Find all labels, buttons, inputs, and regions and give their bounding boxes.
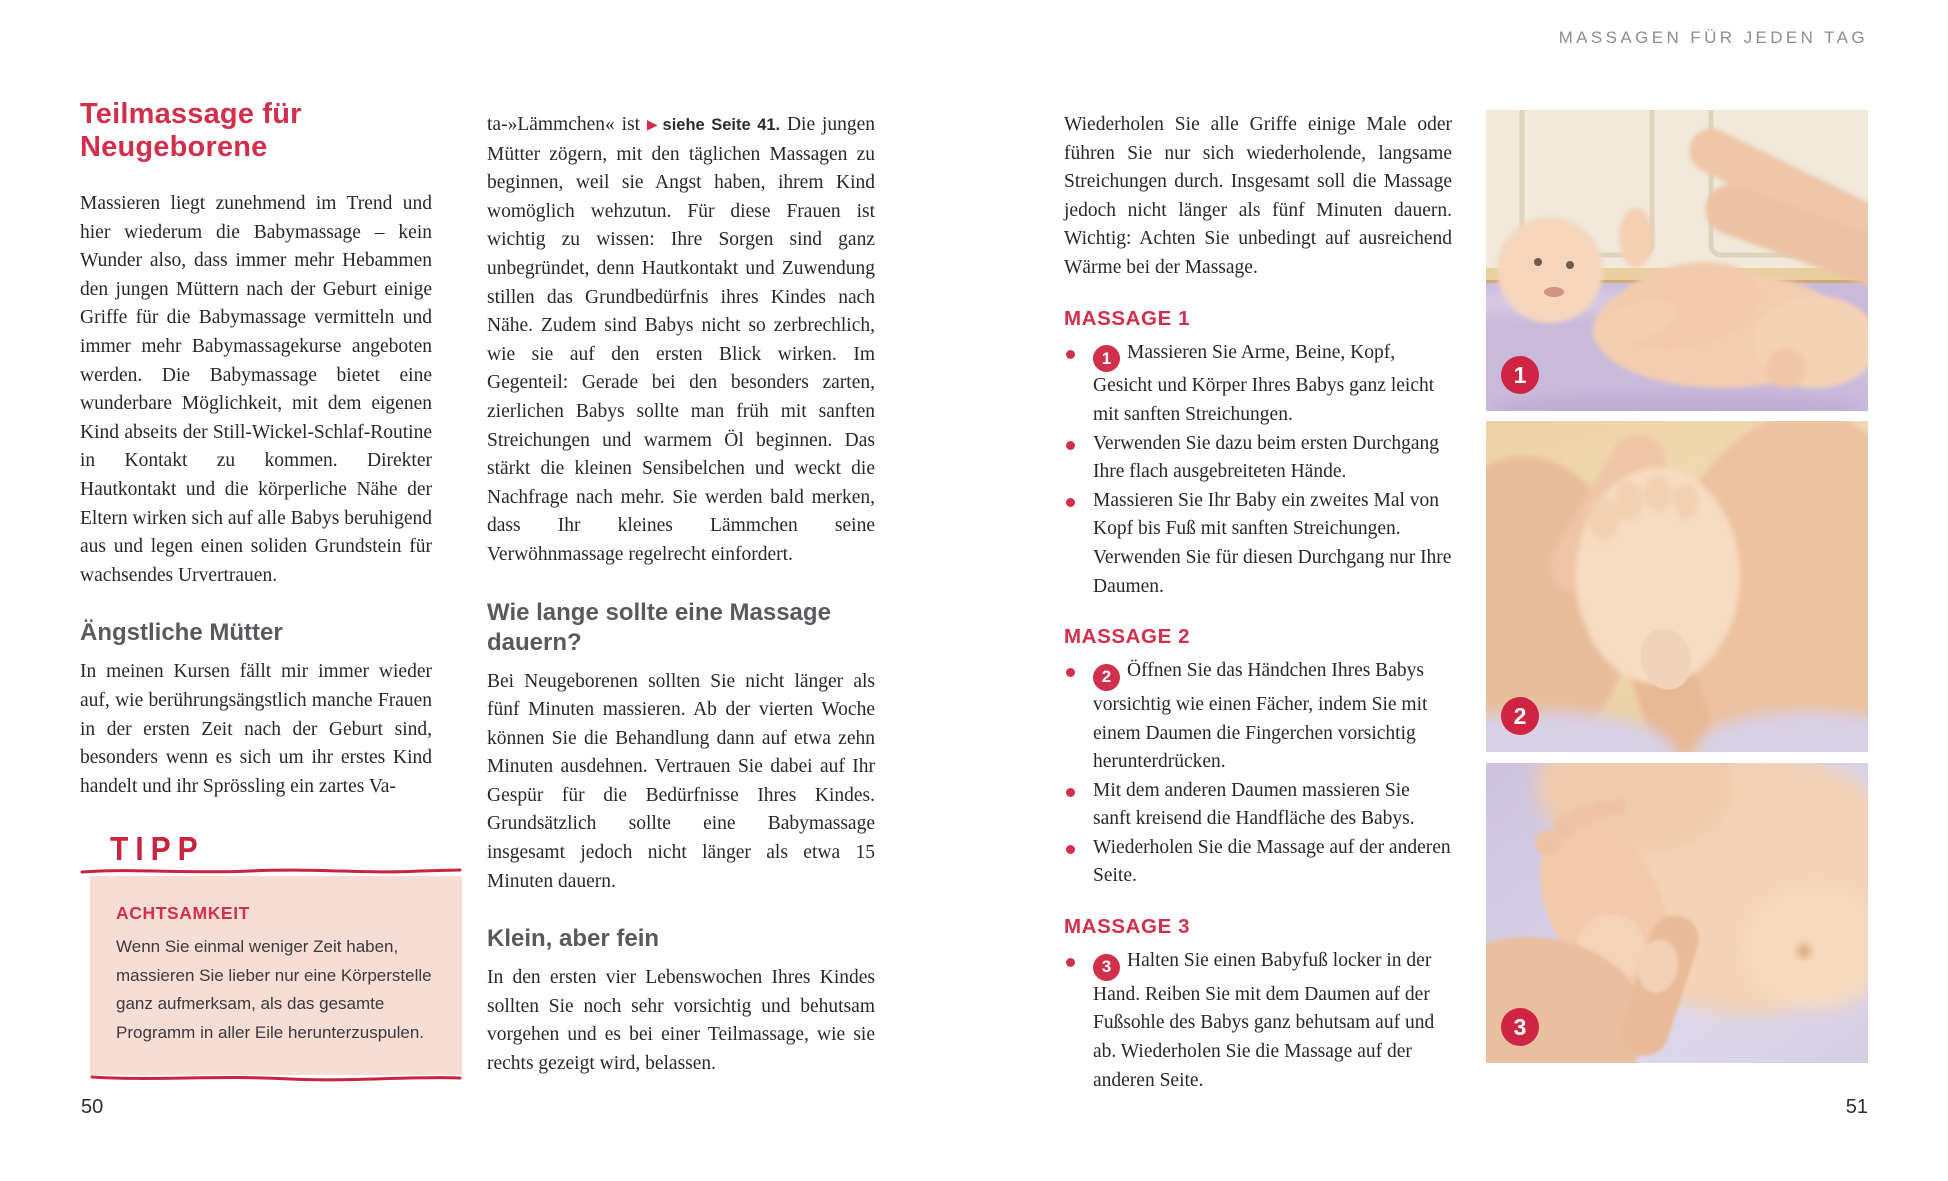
section-heading-anxious-mothers: Ängstliche Mütter: [80, 619, 283, 647]
list-item: [1064, 947, 1452, 1095]
list-item: [1064, 430, 1452, 487]
small-but-fine-paragraph: In den ersten vier Lebenswochen Ihres Kindes sollten Sie noch sehr vorsichtig und behutsam vorgehen und es bei einer Teilmassage, wie sie rechts gezeigt wird, belassen.: [487, 967, 875, 1075]
continuation-text-post: Die jungen Mütter zögern, mit den täglichen Massagen zu beginnen, weil sie Angst haben, ihrem Kind womöglich wehzutun. Für diese Frauen ist wichtig zu wissen: Ihre Sorgen sind ganz unbegründet, denn Hautkontakt und Zuwendung stillen das Grundbedürfnis ihres Kindes nach Nähe. Zudem sind Babys nicht so zerbrechlich, wie sie auf den ersten Blick wirken. Im Gegenteil: Gerade bei den besonders zarten, zierlichen Babys sollte man früh mit sanften Streichungen und warmem Öl beginnen. Das stärkt die kleinen Sensibelchen und weckt die Nachfrage nach mehr. Sie werden bald merken, dass Ihr kleines Lämmchen seine Verwöhnmassage regelrecht einfordert.: [487, 114, 875, 565]
page-title: Teilmassage für Neugeborene: [80, 98, 302, 163]
step-text: Massieren Sie Arme, Beine, Kopf, Gesicht und Körper Ihres Babys ganz leicht mit sanften Streichungen.: [1093, 341, 1435, 425]
continuation-paragraph: [487, 111, 875, 570]
massage-1-steps: [1064, 339, 1452, 602]
tip-label: TIPP: [110, 831, 205, 869]
duration-paragraph: Bei Neugeborenen sollten Sie nicht länger als fünf Minuten massieren. Ab der vierten Woche können Sie die Behandlung dann auf etwa zehn Minuten ausdehnen. Vertrauen Sie dabei auf Ihr Gespür für die Bedürfnisse Ihres Kindes. Grundsätzlich sollte eine Babymassage insgesamt jedoch nicht länger als etwa 15 Minuten dauern.: [487, 670, 875, 892]
photo-2-number-badge: 2: [1501, 697, 1539, 735]
tip-heading: ACHTSAMKEIT: [116, 903, 250, 924]
left-page-column-2: [487, 111, 875, 1079]
step-text: Verwenden Sie dazu beim ersten Durchgang Ihre flach ausgebreiteten Hände.: [1093, 432, 1440, 483]
left-page-column-1: [80, 98, 432, 1083]
list-item: [1064, 777, 1452, 834]
page-number-right: 51: [1845, 1096, 1868, 1118]
anxious-mothers-paragraph: In meinen Kursen fällt mir immer wieder auf, wie berührungsängstlich manche Frauen in der ersten Zeit nach der Geburt sind, besonders wenn es sich um ihr erstes Kind handelt und ihr Sprössling ein zartes Va-: [80, 661, 432, 797]
massage-3-steps: [1064, 947, 1452, 1095]
page-number-left: 50: [81, 1096, 104, 1118]
massage-2-heading: MASSAGE 2: [1064, 625, 1191, 649]
photo-3-illustration: [1486, 763, 1868, 1063]
massage-step-3-photo: [1486, 763, 1868, 1063]
massage-1-heading: MASSAGE 1: [1064, 306, 1191, 330]
step-text: Wiederholen Sie die Massage auf der anderen Seite.: [1093, 836, 1451, 887]
section-heading-duration: Wie lange sollte eine Massage dauern?: [487, 598, 831, 656]
step-text: Halten Sie einen Babyfuß locker in der Hand. Reiben Sie mit dem Daumen auf der Fußsohle des Babys ganz behutsam auf und ab. Wiederholen Sie die Massage auf der anderen Seite.: [1093, 950, 1435, 1091]
section-heading-small-but-fine: Klein, aber fein: [487, 925, 660, 953]
massage-3-heading: MASSAGE 3: [1064, 915, 1191, 939]
step-text: Öffnen Sie das Händchen Ihres Babys vorsichtig wie einen Fächer, indem Sie mit einem Daumen die Fingerchen vorsichtig herunterdrücken.: [1093, 660, 1428, 773]
massage-step-1-photo: [1486, 110, 1868, 411]
continuation-text-pre: ta-»Lämmchen« ist: [487, 114, 647, 135]
massage-step-2-photo: [1486, 421, 1868, 752]
right-page-column: [1064, 111, 1452, 1095]
tip-box-body: [90, 876, 462, 1075]
tip-box: [80, 831, 432, 1083]
massage-2-steps: [1064, 657, 1452, 891]
photo-3-number-badge: 3: [1501, 1008, 1539, 1046]
intro-paragraph: Massieren liegt zunehmend im Trend und hier wiederum die Babymassage – kein Wunder also, dass immer mehr Hebammen den jungen Müttern nach der Geburt einige Griffe für die Babymassage vermitteln und immer mehr Babymassagekurse angeboten werden. Die Babymassage bietet eine wunderbare Möglichkeit, mit dem eigenen Kind abseits der Still-Wickel-Schlaf-Routine in Kontakt zu kommen. Direkter Hautkontakt und die körperliche Nähe der Eltern wirken sich auf alle Babys beruhigend aus und legen einen soliden Grundstein für wachsendes Urvertrauen.: [80, 193, 432, 586]
list-item: [1064, 657, 1452, 777]
page-ref-arrow-icon: ▶: [646, 118, 660, 133]
page-reference: siehe Seite 41.: [662, 116, 781, 134]
running-head: MASSAGEN FÜR JEDEN TAG: [1558, 28, 1868, 47]
list-item: [1064, 339, 1452, 430]
list-item: [1064, 834, 1452, 891]
list-item: [1064, 487, 1452, 601]
step-1-badge: 1: [1093, 345, 1120, 372]
right-intro-paragraph: Wiederholen Sie alle Griffe einige Male oder führen Sie nur sich wiederholende, langsame Streichungen durch. Insgesamt soll die Massage jedoch nicht länger als fünf Minuten dauern. Wichtig: Achten Sie unbedingt auf ausreichend Wärme bei der Massage.: [1064, 114, 1452, 278]
step-2-badge: 2: [1093, 664, 1120, 691]
photo-2-illustration: [1486, 421, 1868, 752]
step-text: Mit dem anderen Daumen massieren Sie sanft kreisend die Handfläche des Babys.: [1093, 779, 1415, 830]
tip-text: Wenn Sie einmal weniger Zeit haben, massieren Sie lieber nur eine Körperstelle ganz aufmerksam, als das gesamte Programm in aller Eile herunterzuspulen.: [116, 937, 432, 1042]
step-3-badge: 3: [1093, 954, 1120, 981]
photo-1-illustration: [1486, 110, 1868, 411]
tip-bottom-line-icon: [80, 1073, 432, 1083]
navel: [1797, 944, 1811, 958]
step-text: Massieren Sie Ihr Baby ein zweites Mal von Kopf bis Fuß mit sanften Streichungen. Verwenden Sie für diesen Durchgang nur Ihre Daumen.: [1093, 489, 1452, 597]
photo-1-number-badge: 1: [1501, 356, 1539, 394]
